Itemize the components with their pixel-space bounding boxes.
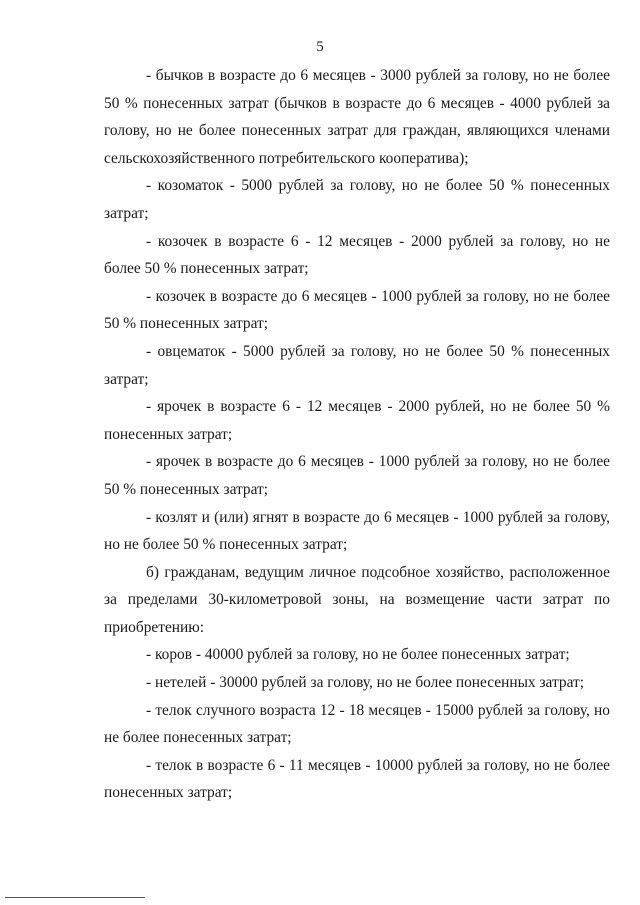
paragraph: - ярочек в возрасте 6 - 12 месяцев - 2000 рублей, но не более 50 % понесенных затрат; [104,398,610,443]
paragraph: - нетелей - 30000 рублей за голову, но не более понесенных затрат; [146,674,585,692]
document-body [104,62,610,807]
footer-rule [5,897,145,898]
paragraph: - коров - 40000 рублей за голову, но не более понесенных затрат; [146,646,570,664]
paragraph: - козочек в возрасте 6 - 12 месяцев - 2000 рублей за голову, но не более 50 % понесенных затрат; [104,232,610,278]
page-number: 5 [316,39,324,55]
paragraph: - козоматок - 5000 рублей за голову, но не более 50 % понесенных затрат; [104,177,610,222]
paragraph: - бычков в возрасте до 6 месяцев - 3000 рублей за голову, но не более 50 % понесенных затрат (бычков в возрасте до 6 месяцев - 4000 рублей за голову, но не более понесенных затрат для граждан, являющихся членами сельскохозяйственного потребительского кооператива); [104,67,610,167]
paragraph: - овцематок - 5000 рублей за голову, но не более 50 % понесенных затрат; [104,342,610,388]
paragraph: - козлят и (или) ягнят в возрасте до 6 месяцев - 1000 рублей за голову, но не более 50 % понесенных затрат; [104,508,610,554]
paragraph: - телок в возрасте 6 - 11 месяцев - 10000 рублей за голову, но не более понесенных затрат; [104,756,610,802]
paragraph: - ярочек в возрасте до 6 месяцев - 1000 рублей за голову, но не более 50 % понесенных затрат; [104,453,610,498]
paragraph: - козочек в возрасте до 6 месяцев - 1000 рублей за голову, но не более 50 % понесенных затрат; [104,287,610,333]
paragraph: б) гражданам, ведущим личное подсобное хозяйство, расположенное за пределами 30-километровой зоны, на возмещение части затрат по приобретению: [104,563,610,636]
paragraph: - телок случного возраста 12 - 18 месяцев - 15000 рублей за голову, но не более понесенных затрат; [104,701,610,747]
